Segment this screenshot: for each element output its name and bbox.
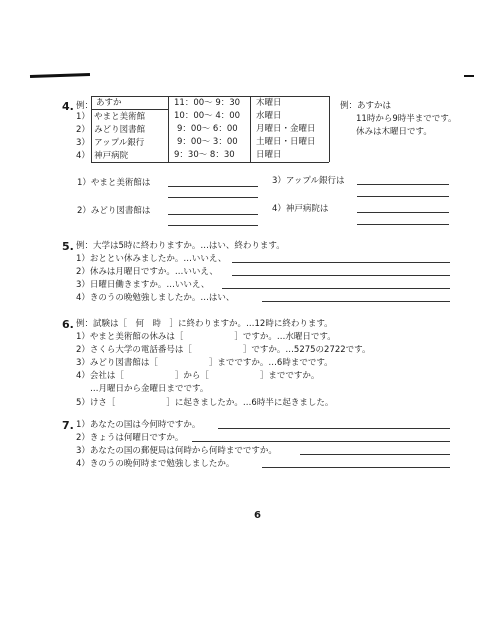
q7-item-1: 1）あなたの国は今何時ですか。 (76, 420, 201, 430)
q4-answer-1-line-2[interactable] (168, 197, 258, 198)
q4-answer-4: 4）神戸病院は (272, 204, 329, 214)
days-3: 土曜日・日曜日 (256, 137, 316, 147)
place-0: あすか (96, 98, 122, 108)
q7-number: 7. (62, 419, 74, 432)
hours-4: 9：30～ 8：30 (174, 150, 235, 160)
days-0: 木曜日 (256, 98, 282, 108)
q6-item-5: 5）けさ［ ］に起きましたか。…6時半に起きました。 (76, 398, 334, 408)
q4-answer-3-line[interactable] (357, 184, 449, 185)
place-4: 4） 神戸病院 (76, 151, 129, 161)
q7-item-1-line[interactable] (218, 428, 450, 429)
q5-item-2-line[interactable] (232, 275, 450, 276)
q6-item-3: 3）みどり図書館は［ ］までですか。…6時までです。 (76, 358, 333, 368)
q7-item-4-line[interactable] (262, 467, 450, 468)
q7-item-4: 4）きのうの晩何時まで勉強しましたか。 (76, 459, 235, 469)
q5-item-2: 2）休みは月曜日ですか。…いいえ、 (76, 267, 218, 277)
days-4: 日曜日 (256, 150, 282, 160)
q7-item-3: 3）あなたの国の郵便局は何時から何時までですか。 (76, 446, 277, 456)
top-right-mark (464, 75, 474, 77)
hours-3: 9：00～ 3：00 (177, 137, 238, 147)
q4-answer-4-line-2[interactable] (357, 224, 449, 225)
days-2: 月曜日・金曜日 (256, 124, 316, 134)
q5-item-4: 4）きのうの晩勉強しましたか。…はい、 (76, 293, 235, 303)
q4-number: 4. (62, 100, 74, 113)
q6-item-4: 4）会社は［ ］から［ ］までですか。 (76, 371, 320, 381)
q6-item-4-answer: …月曜日から金曜日までです。 (90, 384, 209, 394)
q4-answer-2: 2）みどり図書館は (77, 206, 151, 216)
hours-1: 10：00～ 4：00 (174, 111, 241, 121)
hours-0: 11：00～ 9：30 (174, 98, 241, 108)
q5-example: 例：大学は5時に終わりますか。…はい、終わります。 (76, 241, 285, 251)
q5-item-1-line[interactable] (232, 262, 450, 263)
q4-answer-3: 3）アップル銀行は (272, 176, 345, 186)
page-number: 6 (254, 510, 261, 521)
q7-item-2: 2）きょうは何曜日ですか。 (76, 433, 184, 443)
hours-2: 9：00～ 6：00 (177, 124, 238, 134)
q5-item-3-line[interactable] (222, 288, 450, 289)
q4-answer-1: 1）やまと美術館は (77, 178, 151, 188)
q6-item-1: 1）やまと美術館の休みは［ ］ですか。…水曜日です。 (76, 332, 336, 342)
q4-example-line-3: 休みは木曜日です。 (356, 127, 432, 137)
top-left-mark (30, 73, 90, 78)
q4-example-line-2: 11時から9時半までです。 (356, 114, 457, 124)
days-1: 水曜日 (256, 111, 282, 121)
q6-number: 6. (62, 318, 74, 331)
q4-example-line-1: 例：あすかは (340, 101, 392, 111)
place-1: 1） やまと美術館 (76, 112, 146, 122)
q4-answer-4-line[interactable] (357, 212, 449, 213)
q7-item-3-line[interactable] (300, 454, 450, 455)
place-3: 3） アップル銀行 (76, 138, 145, 148)
q5-number: 5. (62, 240, 74, 253)
q7-item-2-line[interactable] (192, 441, 450, 442)
q6-item-2: 2）さくら大学の電話番号は［ ］ですか。…5275の2722です。 (76, 345, 371, 355)
q6-example: 例：試験は［ 何 時 ］に終わりますか。…12時に終わります。 (76, 319, 333, 329)
q5-item-4-line[interactable] (262, 301, 450, 302)
q4-answer-2-line-2[interactable] (168, 225, 258, 226)
q4-answer-3-line-2[interactable] (357, 196, 449, 197)
q5-item-3: 3）日曜日働きますか。…いいえ、 (76, 280, 210, 290)
place-2: 2） みどり図書館 (76, 125, 146, 135)
q4-answer-1-line[interactable] (168, 186, 258, 187)
q4-example-label: 例： (76, 101, 94, 111)
q4-answer-2-line[interactable] (168, 214, 258, 215)
q5-item-1: 1）おととい休みましたか。…いいえ、 (76, 254, 227, 264)
